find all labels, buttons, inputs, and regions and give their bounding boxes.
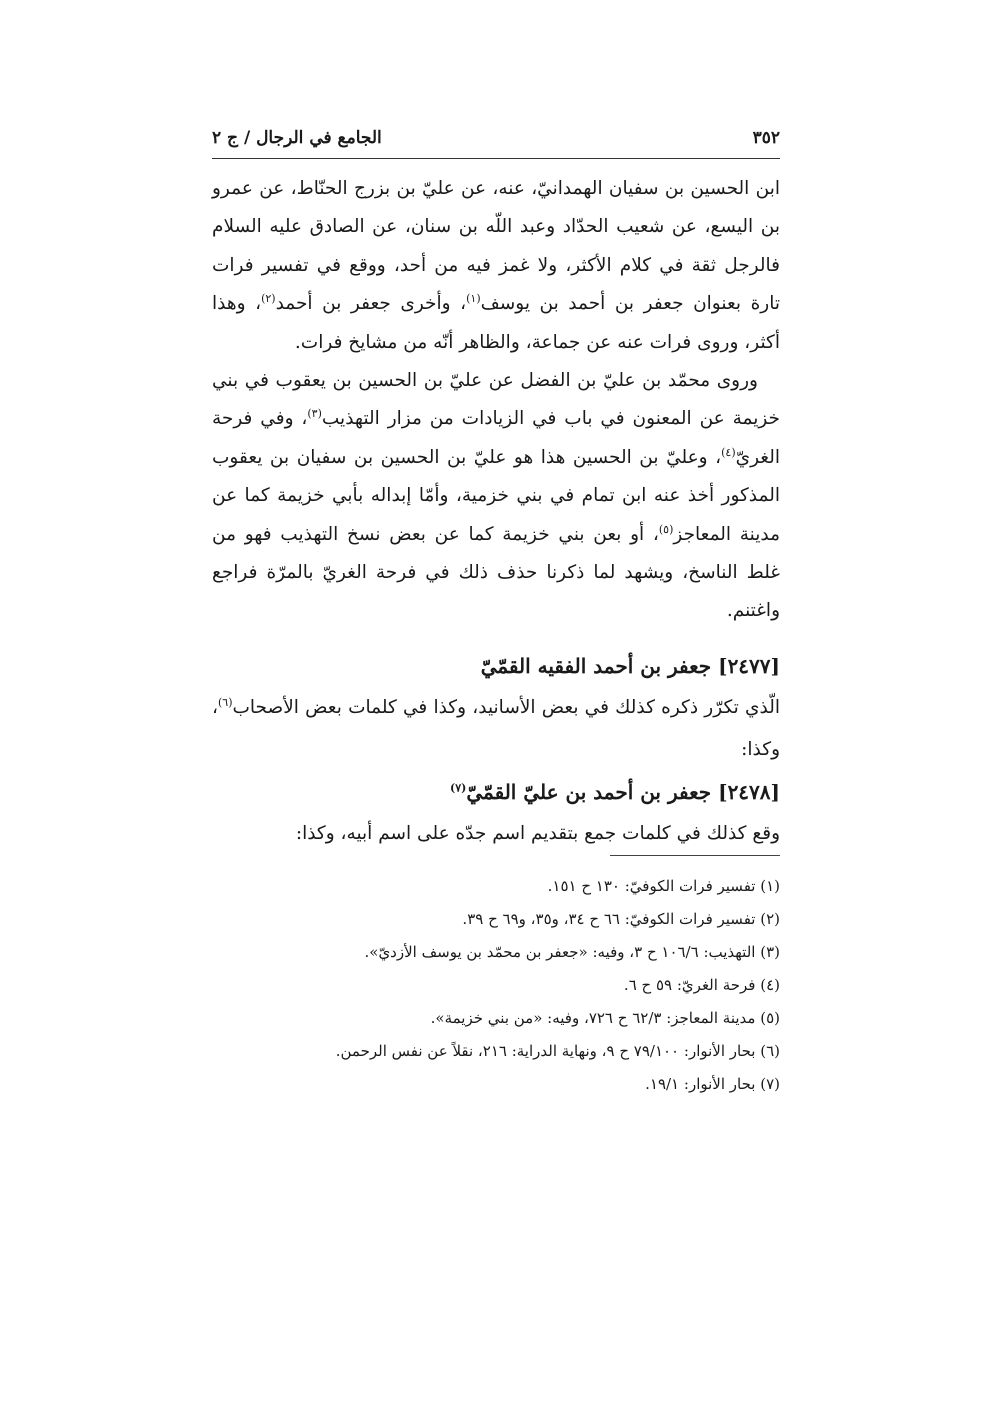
- entry-text: الّذي تكرّر ذكره كذلك في بعض الأسانيد، وكذا في كلمات بعض الأصحاب: [232, 696, 780, 718]
- footnotes: [212, 870, 780, 1101]
- footnote-ref-5: (٥): [658, 522, 674, 536]
- entry-text: ، وكذا:: [212, 696, 780, 760]
- footnote-2: (٢) تفسير فرات الكوفيّ: ٦٦ ح ٣٤، و٣٥، و٦٩ ح ٣٩.: [462, 910, 780, 928]
- page-header: [212, 124, 780, 159]
- footnote-3: (٣) التهذيب: ١٠٦/٦ ح ٣، وفيه: «جعفر بن محمّد بن يوسف الأزديّ».: [364, 943, 780, 961]
- footnote-1: (١) تفسير فرات الكوفيّ: ١٣٠ ح ١٥١.: [547, 877, 780, 895]
- footnote-ref-2: (٢): [261, 292, 276, 306]
- footnote-5: (٥) مدينة المعاجز: ٦٢/٣ ح ٧٢٦، وفيه: «من بني خزيمة».: [430, 1009, 780, 1027]
- footnote-ref-1: (١): [466, 292, 481, 306]
- footnote-ref-4: (٤): [721, 445, 736, 459]
- footnote-4: (٤) فرحة الغريّ: ٥٩ ح ٦.: [623, 976, 780, 994]
- footnote-7: (٧) بحار الأنوار: ١٩/١.: [645, 1075, 780, 1093]
- entry-heading-2478: [212, 771, 780, 813]
- paragraph-text: ، أو بعن بني خزيمة كما عن بعض نسخ التهذيب فهو من غلط الناسخ، ويشهد لما ذكرنا حذف ذلك في فرحة الغريّ بالمرّة فراجع واغتنم.: [212, 523, 780, 622]
- page-number: ٣٥٢: [752, 128, 780, 148]
- entry-heading-2477: [٢٤٧٧] جعفر بن أحمد الفقيه القمّيّ: [480, 653, 780, 678]
- paragraph-text: ، وأخرى جعفر بن أحمد: [275, 293, 467, 315]
- main-text: [212, 170, 780, 855]
- footnote-separator: [610, 855, 780, 856]
- paragraph-text: ، وهذا أكثر، وروى فرات عنه عن جماعة، والظاهر أنّه من مشايخ فرات.: [212, 293, 780, 353]
- footnote-ref-6: (٦): [217, 695, 233, 709]
- footnote-ref-3: (٣): [307, 407, 322, 421]
- footnote-ref-7: (٧): [450, 781, 467, 795]
- entry-text-2478: وقع كذلك في كلمات جمع بتقديم اسم جدّه على اسم أبيه، وكذا:: [295, 822, 780, 844]
- entry-text-2477: [212, 687, 780, 771]
- entry-title-text: [٢٤٧٨] جعفر بن أحمد بن عليّ القمّيّ: [466, 779, 780, 804]
- running-title: الجامع في الرجال / ج ٢: [212, 128, 382, 148]
- paragraph-text: ابن الحسين بن سفيان الهمدانيّ، عنه، عن عليّ بن بزرج الحنّاط، عن عمرو بن اليسع، عن شعيب الحدّاد وعبد اللّه بن سنان، عن الصادق عليه السلام فالرجل ثقة في كلام الأكثر، ولا غمز فيه من أحد، ووقع في تفسير فرات تارة بعنوان جعفر بن أحمد بن يوسف: [212, 178, 780, 315]
- paragraph-text: ، وعليّ بن الحسين هذا هو عليّ بن الحسين بن سفيان بن يعقوب المذكور أخذ عنه ابن تمام في بني خزمية، وأمّا إبداله بأبي خزيمة كما عن مدينة المعاجز: [212, 446, 781, 545]
- paragraph-text: وروى محمّد بن عليّ بن الفضل عن عليّ بن الحسين بن يعقوب في بني خزيمة عن المعنون في باب في الزيادات من مزار التهذيب: [212, 370, 780, 430]
- paragraph-text: ، وفي فرحة الغريّ: [212, 408, 780, 468]
- paragraph-2: [212, 362, 780, 631]
- paragraph-1: [212, 170, 780, 362]
- footnote-6: (٦) بحار الأنوار: ٧٩/١٠٠ ح ٩، ونهاية الدراية: ٢١٦، نقلاً عن نفس الرحمن.: [335, 1042, 780, 1060]
